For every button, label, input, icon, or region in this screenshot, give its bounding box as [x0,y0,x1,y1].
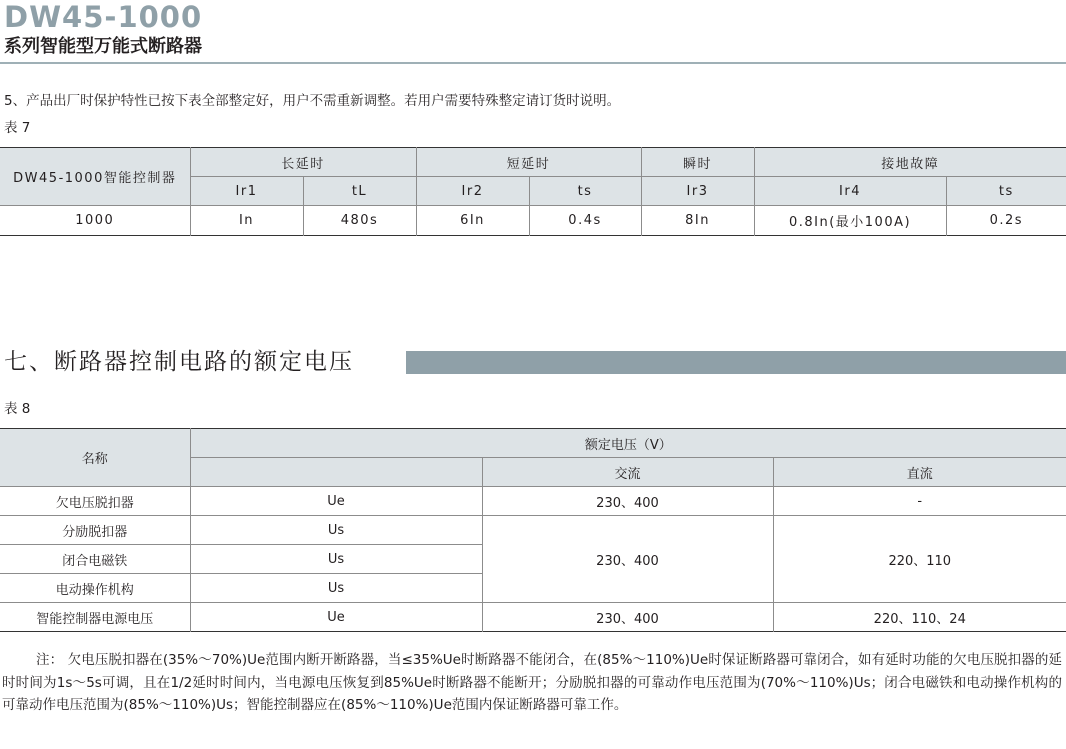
header-divider [0,62,1066,64]
series-subtitle: 系列智能型万能式断路器 [4,36,202,57]
table8-row-symbol: Ue [190,603,482,632]
note-factory-setting: 5、产品出厂时保护特性已按下表全部整定好，用户不需重新调整。若用户需要特殊整定请订货时说明。 [4,93,621,109]
table8-dc-header: 直流 [773,458,1066,487]
table8-row-symbol: Us [190,545,482,574]
table7-group-long-delay: 长延时 [190,148,416,177]
table8-row-name: 电动操作机构 [0,574,190,603]
table8-row-symbol: Ue [190,487,482,516]
table8-empty-header [190,458,482,487]
model-title: DW45-1000 [4,0,203,34]
table7-cell: 1000 [0,206,190,236]
table7-cell: 0.8In(最小100A) [754,206,946,236]
footnote: 注： 欠电压脱扣器在(35%～70%)Ue范围内断开断路器，当≤35%Ue时断路器不能闭合，在(85%～110%)Ue时保证断路器可靠闭合，如有延时功能的欠电压脱扣器的延时时间为1s～5s可调，且在1/2延时时间内，当电源电压恢复到85%Ue时断路器不能断开；分励脱扣器的可靠动作电压范围为(70%～110%)Us；闭合电磁铁和电动操作机构的可靠动作电压范围为(85%～110%)Us；智能控制器应在(85%～110%)Ue范围内保证断路器可靠工作。 [2,652,1062,713]
table7-sub-ir1: Ir1 [190,177,303,206]
table8-row-name: 闭合电磁铁 [0,545,190,574]
table7-cell: 6In [416,206,529,236]
table7 [0,147,1066,236]
section7-bar [406,351,1066,374]
table7-sub-ir3: Ir3 [641,177,754,206]
section7-title: 七、断路器控制电路的额定电压 [4,349,354,375]
table8-ac-header: 交流 [482,458,773,487]
table7-sub-ts: ts [529,177,641,206]
table7-sub-ts2: ts [946,177,1066,206]
table8-row-symbol: Us [190,574,482,603]
table8-row-ac: 230、400 [482,603,773,632]
table8-row-dc: 220、110、24 [773,603,1066,632]
table7-group-instant: 瞬时 [641,148,754,177]
table7-sub-ir2: Ir2 [416,177,529,206]
table7-sub-ir4: Ir4 [754,177,946,206]
table8-row-name: 智能控制器电源电压 [0,603,190,632]
table8-row-name: 欠电压脱扣器 [0,487,190,516]
table8-row-dc: - [773,487,1066,516]
table8-name-header: 名称 [0,429,190,487]
table8-row-name: 分励脱扣器 [0,516,190,545]
table7-cell: 0.4s [529,206,641,236]
table7-cell: 8In [641,206,754,236]
table7-group-short-delay: 短延时 [416,148,641,177]
table7-cell: 0.2s [946,206,1066,236]
table8-row-ac: 230、400 [482,487,773,516]
table8 [0,428,1066,632]
table8-merged-dc: 220、110 [773,516,1066,603]
table8-merged-ac: 230、400 [482,516,773,603]
table8-voltage-header: 额定电压（V） [190,429,1066,458]
table7-caption: 表 7 [4,120,31,136]
table7-sub-tl: tL [303,177,416,206]
table7-controller-header: DW45-1000智能控制器 [0,148,190,206]
table7-cell: 480s [303,206,416,236]
table7-cell: In [190,206,303,236]
table8-row-symbol: Us [190,516,482,545]
table8-caption: 表 8 [4,401,31,417]
table7-group-ground-fault: 接地故障 [754,148,1066,177]
